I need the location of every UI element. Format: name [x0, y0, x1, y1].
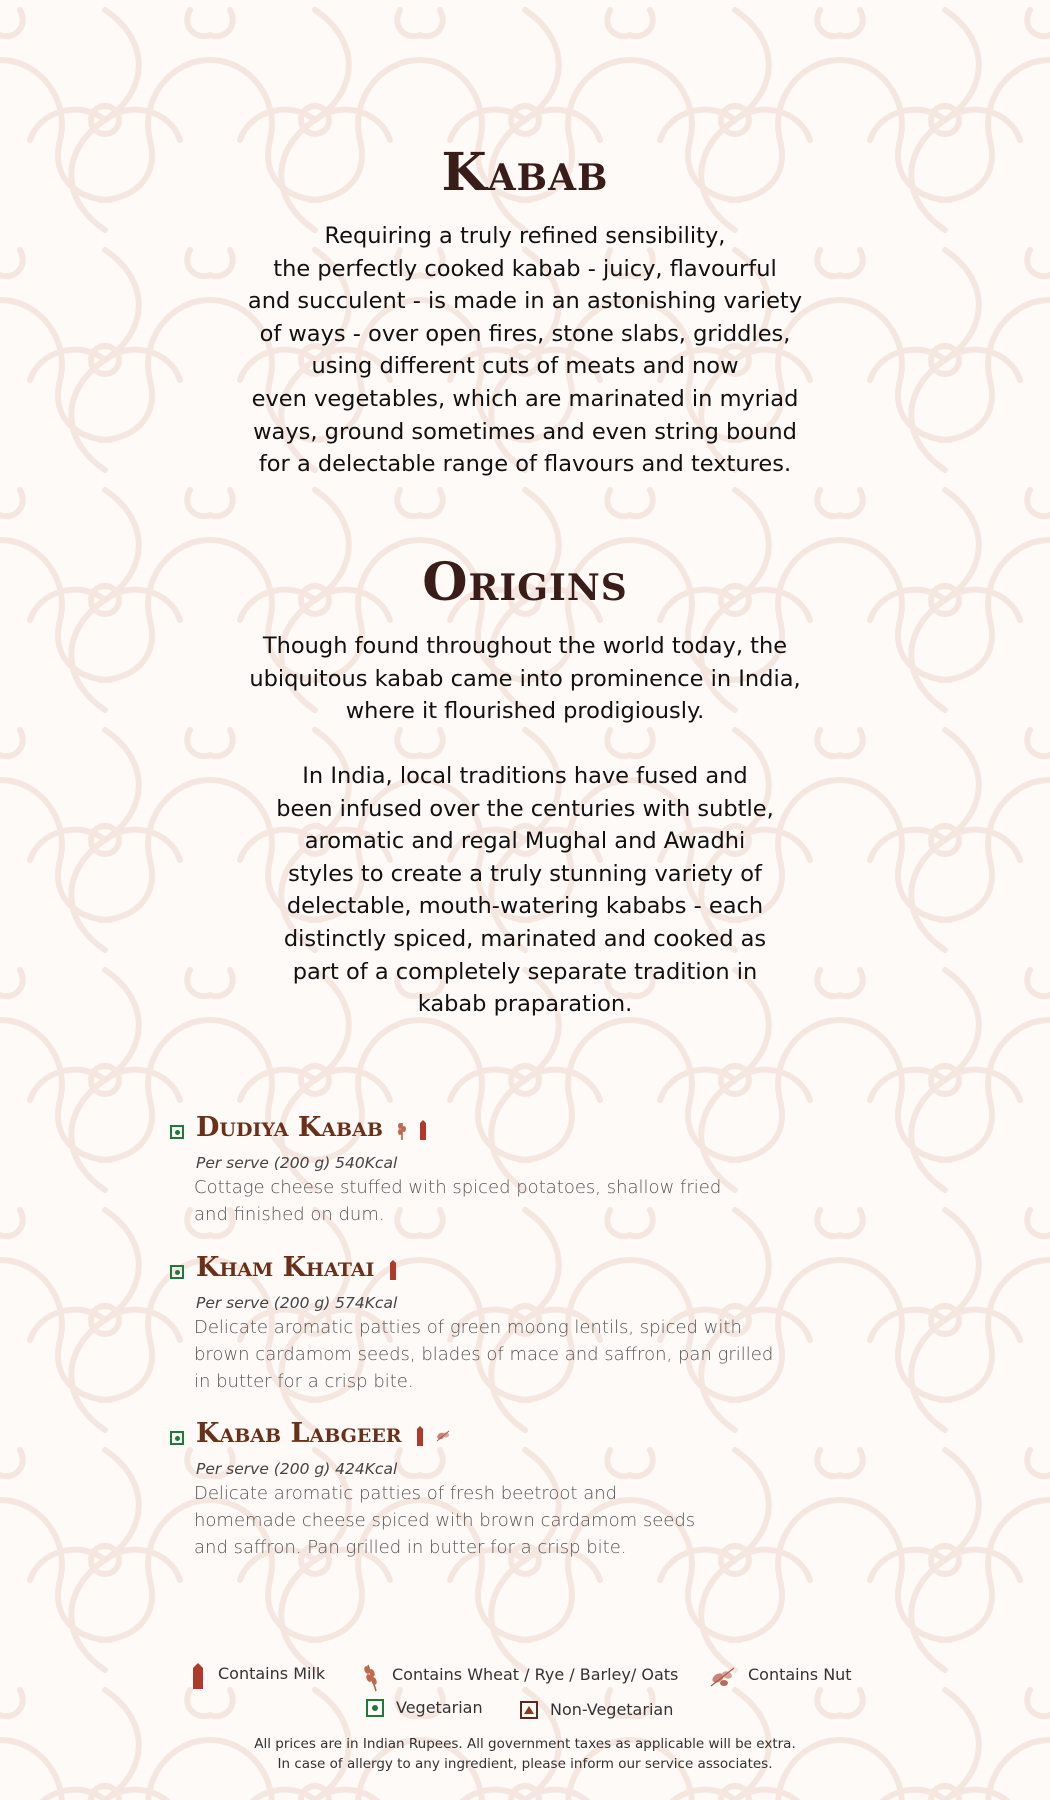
kabab-line: ways, ground sometimes and even string bound [253, 418, 797, 445]
dish-description [194, 1480, 868, 1561]
dish-description [194, 1314, 868, 1395]
dish-desc-line: Delicate aromatic patties of fresh beetroot and [194, 1483, 618, 1504]
legend-label: Contains Nut [748, 1665, 852, 1684]
menu-item-dudiya-kabab [168, 1112, 868, 1228]
menu-item-kham-khatai [168, 1252, 868, 1395]
origins-line: aromatic and regal Mughal and Awadhi [304, 828, 746, 855]
kabab-line: for a delectable range of flavours and textures. [258, 451, 792, 478]
origins-line: distinctly spiced, marinated and cooked as [283, 925, 767, 952]
kabab-line: even vegetables, which are marinated in myriad [251, 385, 799, 412]
origins-line: Though found throughout the world today, the [262, 633, 788, 659]
legend-label: Vegetarian [396, 1698, 483, 1717]
footnote-line: In case of allergy to any ingredient, please inform our service associates. [277, 1756, 773, 1772]
vegetarian-icon [170, 1431, 184, 1445]
dish-desc-line: brown cardamom seeds, blades of mace and saffron, pan grilled [194, 1344, 774, 1365]
milk-icon [418, 1119, 428, 1141]
origins-paragraph-2 [225, 760, 825, 1021]
wheat-icon [396, 1119, 408, 1141]
dish-desc-line: and finished on dum. [194, 1204, 385, 1225]
dish-name: Dudiya Kabab [196, 1112, 383, 1143]
allergen-icons [396, 1113, 427, 1144]
vegetarian-icon [170, 1265, 184, 1279]
menu-item-kabab-labgeer [168, 1418, 868, 1561]
dish-description [194, 1174, 868, 1228]
dish-name-wrap [196, 1418, 452, 1450]
milk-icon [415, 1425, 425, 1447]
origins-line: where it flourished prodigiously. [345, 698, 705, 725]
wheat-icon [362, 1662, 380, 1692]
dish-desc-line: in butter for a crisp bite. [194, 1371, 414, 1392]
dish-serving-info: Per serve (200 g) 540Kcal [196, 1154, 398, 1172]
kabab-line: of ways - over open fires, stone slabs, griddles, [259, 320, 791, 347]
non-vegetarian-icon [520, 1701, 538, 1719]
kabab-line: Requiring a truly refined sensibility, [324, 223, 726, 249]
dish-desc-line: and saffron. Pan grilled in butter for a crisp bite. [194, 1537, 627, 1558]
origins-line: styles to create a truly stunning variety of [288, 860, 762, 887]
dish-desc-line: Delicate aromatic patties of green moong lentils, spiced with [194, 1317, 742, 1338]
origins-line: kabab praparation. [417, 991, 633, 1018]
origins-line: been infused over the centuries with subtle, [276, 795, 774, 822]
dish-name-wrap [196, 1252, 398, 1284]
allergen-icons [415, 1419, 452, 1450]
origins-line: In India, local traditions have fused and [302, 763, 748, 789]
milk-icon [388, 1259, 398, 1281]
kabab-description [225, 220, 825, 481]
dish-desc-line: Cottage cheese stuffed with spiced potatoes, shallow fried [194, 1177, 722, 1198]
dish-name: Kham Khatai [196, 1252, 375, 1283]
milk-icon [190, 1662, 206, 1690]
dish-serving-info: Per serve (200 g) 424Kcal [196, 1460, 398, 1478]
origins-line: delectable, mouth-watering kababs - each [286, 893, 764, 920]
footnote-line: All prices are in Indian Rupees. All government taxes as applicable will be extra. [254, 1736, 796, 1752]
dish-name-wrap [196, 1112, 428, 1144]
dish-serving-info: Per serve (200 g) 574Kcal [196, 1294, 398, 1312]
nut-icon [434, 1427, 452, 1445]
kabab-heading: Kabab [441, 142, 609, 203]
nut-icon [708, 1664, 738, 1690]
origins-heading: Origins [422, 552, 628, 613]
allergen-icons [388, 1253, 398, 1284]
dish-desc-line: homemade cheese spiced with brown cardamom seeds [194, 1510, 696, 1531]
legend-label: Contains Milk [218, 1664, 326, 1683]
origins-paragraph-1 [225, 630, 825, 728]
origins-line: part of a completely separate tradition in [292, 958, 758, 985]
origins-line: ubiquitous kabab came into prominence in India, [249, 665, 801, 692]
legend-label: Contains Wheat / Rye / Barley/ Oats [392, 1665, 679, 1684]
vegetarian-icon [170, 1125, 184, 1139]
dish-name: Kabab Labgeer [196, 1418, 402, 1449]
kabab-line: the perfectly cooked kabab - juicy, flavourful [273, 255, 777, 282]
vegetarian-icon [366, 1699, 384, 1717]
kabab-line: and succulent - is made in an astonishing variety [247, 288, 803, 315]
kabab-line: using different cuts of meats and now [311, 353, 739, 380]
legend-label: Non-Vegetarian [550, 1700, 674, 1719]
footnote [0, 1734, 1050, 1774]
